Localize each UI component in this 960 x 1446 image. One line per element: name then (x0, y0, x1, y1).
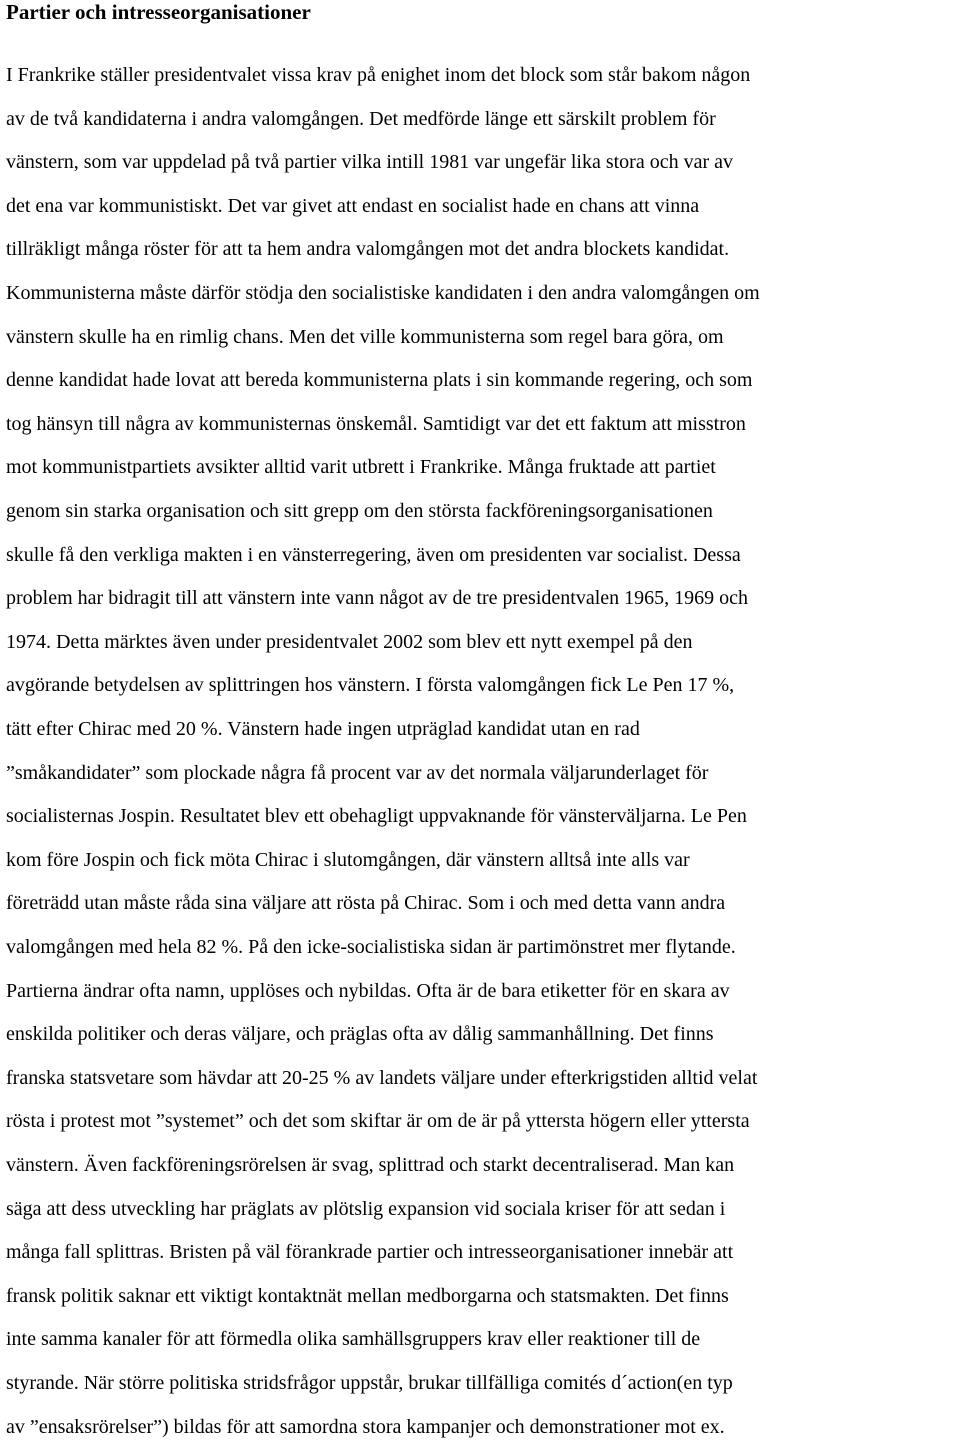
text-line: Kommunisterna måste därför stödja den socialistiske kandidaten i den andra valomgången om (6, 282, 760, 304)
text-line: ”småkandidater” som plockade några få procent var av det normala väljarunderlaget för (6, 761, 709, 784)
text-line: många fall splittras. Bristen på väl förankrade partier och intresseorganisationer innebär att (6, 1241, 734, 1264)
text-line: styrande. När större politiska stridsfrågor uppstår, brukar tillfälliga comités d´action(en typ (6, 1372, 733, 1394)
text-line: kom före Jospin och fick möta Chirac i slutomgången, där vänstern alltså inte alls var (6, 848, 690, 871)
text-line: mot kommunistpartiets avsikter alltid varit utbrett i Frankrike. Många fruktade att partiet (6, 456, 716, 479)
text-line: valomgången med hela 82 %. På den icke-socialistiska sidan är partimönstret mer flytande. (6, 936, 736, 958)
text-line: det ena var kommunistiskt. Det var givet att endast en socialist hade en chans att vinna (6, 194, 700, 217)
text-line: säga att dess utveckling har präglats av plötslig expansion vid sociala kriser för att sedan i (6, 1197, 726, 1220)
text-line: problem har bidragit till att vänstern inte vann något av de tre presidentvalen 1965, 1969 och (6, 587, 749, 610)
text-line: vänstern. Även fackföreningsrörelsen är svag, splittrad och starkt decentraliserad. Man kan (6, 1154, 735, 1176)
text-line: avgörande betydelsen av splittringen hos vänstern. I första valomgången fick Le Pen 17 %, (6, 674, 735, 697)
text-line: franska statsvetare som hävdar att 20-25 % av landets väljare under efterkrigstiden alltid velat (6, 1066, 758, 1089)
text-line: vänstern skulle ha en rimlig chans. Men det ville kommunisterna som regel bara göra, om (6, 325, 724, 348)
text-line: tog hänsyn till några av kommunisternas önskemål. Samtidigt var det ett faktum att misstron (6, 412, 746, 435)
text-line: tillräkligt många röster för att ta hem andra valomgången mot det andra blockets kandidat. (6, 238, 730, 261)
text-line: företrädd utan måste råda sina väljare att rösta på Chirac. Som i och med detta vann andra (6, 892, 726, 915)
text-line: denne kandidat hade lovat att bereda kommunisterna plats i sin kommande regering, och som (6, 369, 753, 392)
section-heading: Partier och intresseorganisationer (6, 0, 311, 24)
text-line: av de två kandidaterna i andra valomgången. Det medförde länge ett särskilt problem för (6, 107, 716, 130)
text-line: skulle få den verkliga makten i en vänsterregering, även om presidenten var socialist. Dessa (6, 543, 741, 566)
text-line: av ”ensaksrörelser”) bildas för att samordna stora kampanjer och demonstrationer mot ex. (6, 1415, 725, 1438)
text-line: Partierna ändrar ofta namn, upplöses och nybildas. Ofta är de bara etiketter för en skara av (6, 979, 730, 1002)
text-line: vänstern, som var uppdelad på två partier vilka intill 1981 var ungefär lika stora och var av (6, 151, 733, 174)
text-line: rösta i protest mot ”systemet” och det som skiftar är om de är på yttersta högern eller yttersta (6, 1110, 750, 1133)
text-line: I Frankrike ställer presidentvalet vissa krav på enighet inom det block som står bakom någon (6, 64, 751, 86)
text-line: inte samma kanaler för att förmedla olika samhällsgruppers krav eller reaktioner till de (6, 1328, 701, 1351)
text-line: enskilda politiker och deras väljare, och präglas ofta av dålig sammanhållning. Det finns (6, 1023, 714, 1046)
text-line: tätt efter Chirac med 20 %. Vänstern hade ingen utpräglad kandidat utan en rad (6, 718, 640, 740)
text-line: genom sin starka organisation och sitt grepp om den största fackföreningsorganisationen (6, 500, 713, 522)
text-line: 1974. Detta märktes även under presidentvalet 2002 som blev ett nytt exempel på den (6, 630, 693, 653)
text-line: socialisternas Jospin. Resultatet blev ett obehagligt uppvaknande för vänsterväljarna. Le Pen (6, 805, 747, 828)
text-line: fransk politik saknar ett viktigt kontaktnät mellan medborgarna och statsmakten. Det finns (6, 1284, 729, 1307)
